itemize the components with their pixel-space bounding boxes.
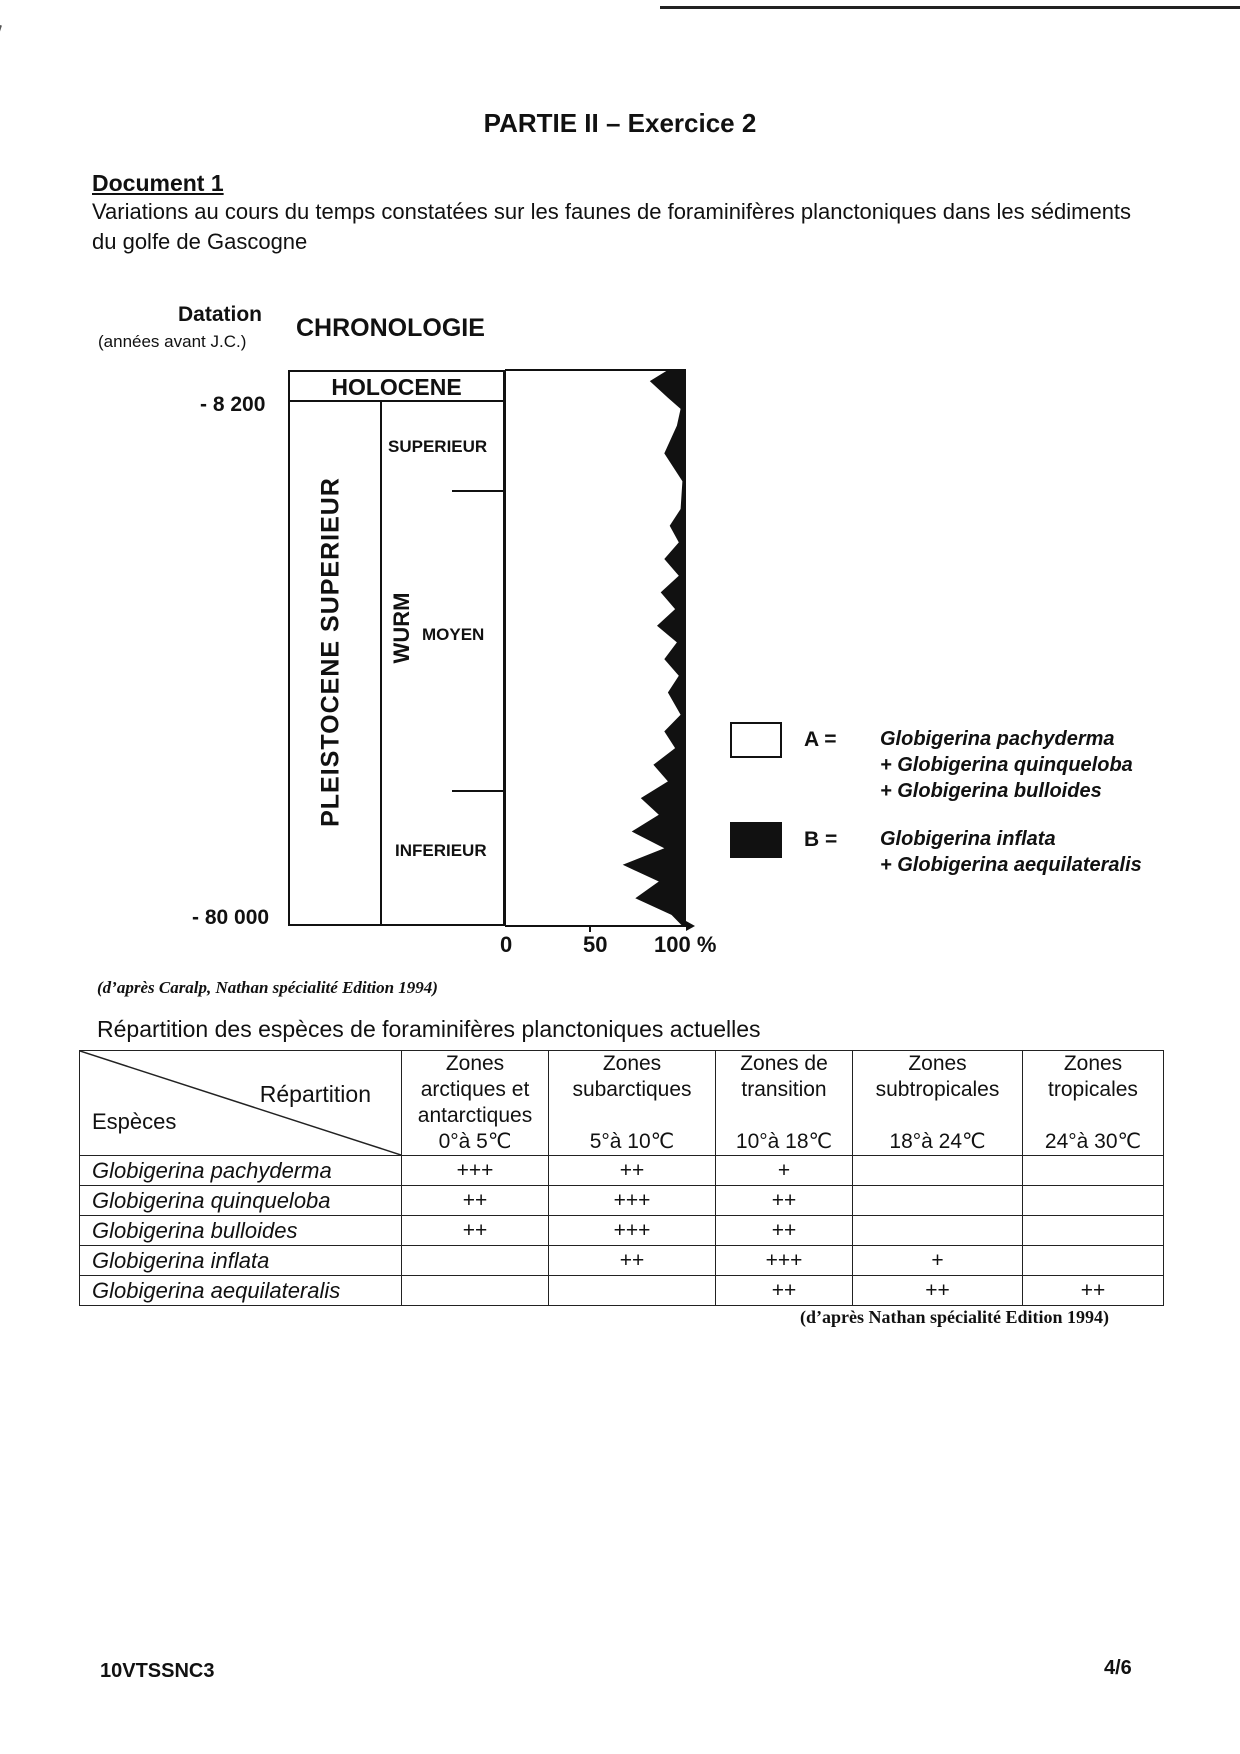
- abundance-cell: [549, 1276, 716, 1306]
- species-cell: Globigerina bulloides: [80, 1216, 402, 1246]
- abundance-cell: +++: [716, 1246, 853, 1276]
- abundance-cell: [853, 1156, 1023, 1186]
- abundance-cell: ++: [716, 1186, 853, 1216]
- legend-b-species-1: Globigerina inflata: [880, 828, 1056, 850]
- column-header-temp: 18°à 24℃: [889, 1130, 986, 1153]
- abundance-cell: [853, 1186, 1023, 1216]
- abundance-cell: [1023, 1186, 1164, 1216]
- legend-b-swatch: [730, 822, 782, 858]
- table-row: [80, 1156, 1164, 1186]
- chart-source: (d’après Caralp, Nathan spécialité Edition 1994): [97, 978, 438, 997]
- column-header-name: Zones de transition: [740, 1052, 828, 1101]
- abundance-cell: [1023, 1246, 1164, 1276]
- legend-b-key: B =: [804, 828, 838, 851]
- y-tick-top: - 8 200: [200, 393, 266, 416]
- abundance-cell: +++: [402, 1156, 549, 1186]
- column-header: [402, 1051, 549, 1156]
- inferieur-label: INFERIEUR: [395, 841, 487, 860]
- corner-repartition-label: Répartition: [259, 1081, 371, 1107]
- column-header-name: Zones subtropicales: [875, 1052, 1000, 1101]
- legend-a-swatch: [730, 722, 782, 758]
- column-header-temp: 5°à 10℃: [589, 1130, 675, 1153]
- column-header: [1023, 1051, 1164, 1156]
- abundance-cell: +++: [549, 1216, 716, 1246]
- footer-code: 10VTSSNC3: [100, 1660, 215, 1682]
- table-row: [80, 1276, 1164, 1306]
- abundance-cell: ++: [402, 1216, 549, 1246]
- species-cell: Globigerina aequilateralis: [80, 1276, 402, 1306]
- legend-a-species-3: + Globigerina bulloides: [880, 780, 1102, 802]
- abundance-cell: ++: [402, 1186, 549, 1216]
- species-cell: Globigerina quinqueloba: [80, 1186, 402, 1216]
- page-number: 4/6: [1104, 1657, 1132, 1679]
- legend-a-key: A =: [804, 728, 837, 751]
- table-row: [80, 1216, 1164, 1246]
- abundance-cell: ++: [1023, 1276, 1164, 1306]
- column-header-name: Zones subarctiques: [572, 1052, 692, 1101]
- corner-especes-label: Espèces: [92, 1109, 177, 1134]
- x-axis-arrow: [686, 921, 695, 931]
- superieur-label: SUPERIEUR: [388, 437, 488, 456]
- chronologie-title: CHRONOLOGIE: [296, 314, 485, 342]
- abundance-cell: +++: [549, 1186, 716, 1216]
- legend-b-species-2: + Globigerina aequilateralis: [880, 854, 1142, 876]
- y-tick-bottom: - 80 000: [192, 906, 270, 929]
- species-cell: Globigerina pachyderma: [80, 1156, 402, 1186]
- column-header-temp: 10°à 18℃: [735, 1130, 833, 1153]
- document-label: Document 1: [92, 170, 224, 196]
- moyen-label: MOYEN: [422, 625, 485, 644]
- abundance-cell: +: [716, 1156, 853, 1186]
- abundance-cell: ++: [853, 1276, 1023, 1306]
- abundance-cell: [402, 1276, 549, 1306]
- column-header-name: Zones arctiques et antarctiques: [417, 1052, 533, 1127]
- column-header: [716, 1051, 853, 1156]
- table-row: [80, 1246, 1164, 1276]
- table-header-row: [80, 1051, 1164, 1156]
- table-title: Répartition des espèces de foraminifères planctoniques actuelles: [97, 1016, 761, 1042]
- holocene-label: HOLOCENE: [331, 374, 462, 400]
- series-b-area: [623, 370, 686, 926]
- scan-corner-mark: [0, 25, 2, 168]
- column-header: [853, 1051, 1023, 1156]
- legend-b-species: [880, 826, 1142, 878]
- column-header-temp: 24°à 30℃: [1044, 1130, 1142, 1153]
- column-header-temp: 0°à 5℃: [438, 1130, 512, 1153]
- abundance-cell: ++: [716, 1276, 853, 1306]
- legend-a-species-2: + Globigerina quinqueloba: [880, 754, 1133, 776]
- repartition-table: [79, 1050, 1164, 1306]
- column-header-name: Zones tropicales: [1048, 1052, 1138, 1101]
- abundance-cell: +: [853, 1246, 1023, 1276]
- document-caption: Variations au cours du temps constatées sur les faunes de foraminifères planctoniques dans les sédiments du golfe de Gascogne: [92, 199, 1132, 254]
- datation-sublabel: (années avant J.C.): [98, 332, 247, 351]
- abundance-cell: [1023, 1216, 1164, 1246]
- abundance-cell: [853, 1216, 1023, 1246]
- x-tick-label-50: 50: [583, 932, 608, 957]
- abundance-cell: ++: [549, 1156, 716, 1186]
- pleistocene-label: PLEISTOCENE SUPERIEUR: [316, 477, 345, 827]
- datation-label: Datation: [178, 303, 262, 326]
- table-corner-cell: [80, 1051, 402, 1156]
- abundance-cell: [402, 1246, 549, 1276]
- scan-edge-mark: [660, 6, 1240, 9]
- table-source: (d’après Nathan spécialité Edition 1994): [800, 1307, 1110, 1327]
- x-tick-label-0: 0: [500, 932, 513, 957]
- superieur-moyen-boundary: [452, 490, 505, 492]
- column-header: [549, 1051, 716, 1156]
- column-divider: [380, 400, 382, 926]
- legend-a-species-1: Globigerina pachyderma: [880, 728, 1115, 750]
- species-cell: Globigerina inflata: [80, 1246, 402, 1276]
- abundance-cell: [1023, 1156, 1164, 1186]
- wurm-label: WURM: [389, 592, 414, 664]
- legend-a-species: [880, 726, 1133, 804]
- abundance-cell: ++: [549, 1246, 716, 1276]
- page-title: PARTIE II – Exercice 2: [483, 108, 757, 138]
- moyen-inferieur-boundary: [452, 790, 505, 792]
- abundance-cell: ++: [716, 1216, 853, 1246]
- x-tick-label-100: 100 %: [654, 932, 717, 957]
- table-row: [80, 1186, 1164, 1216]
- foraminifera-chart: [500, 360, 720, 940]
